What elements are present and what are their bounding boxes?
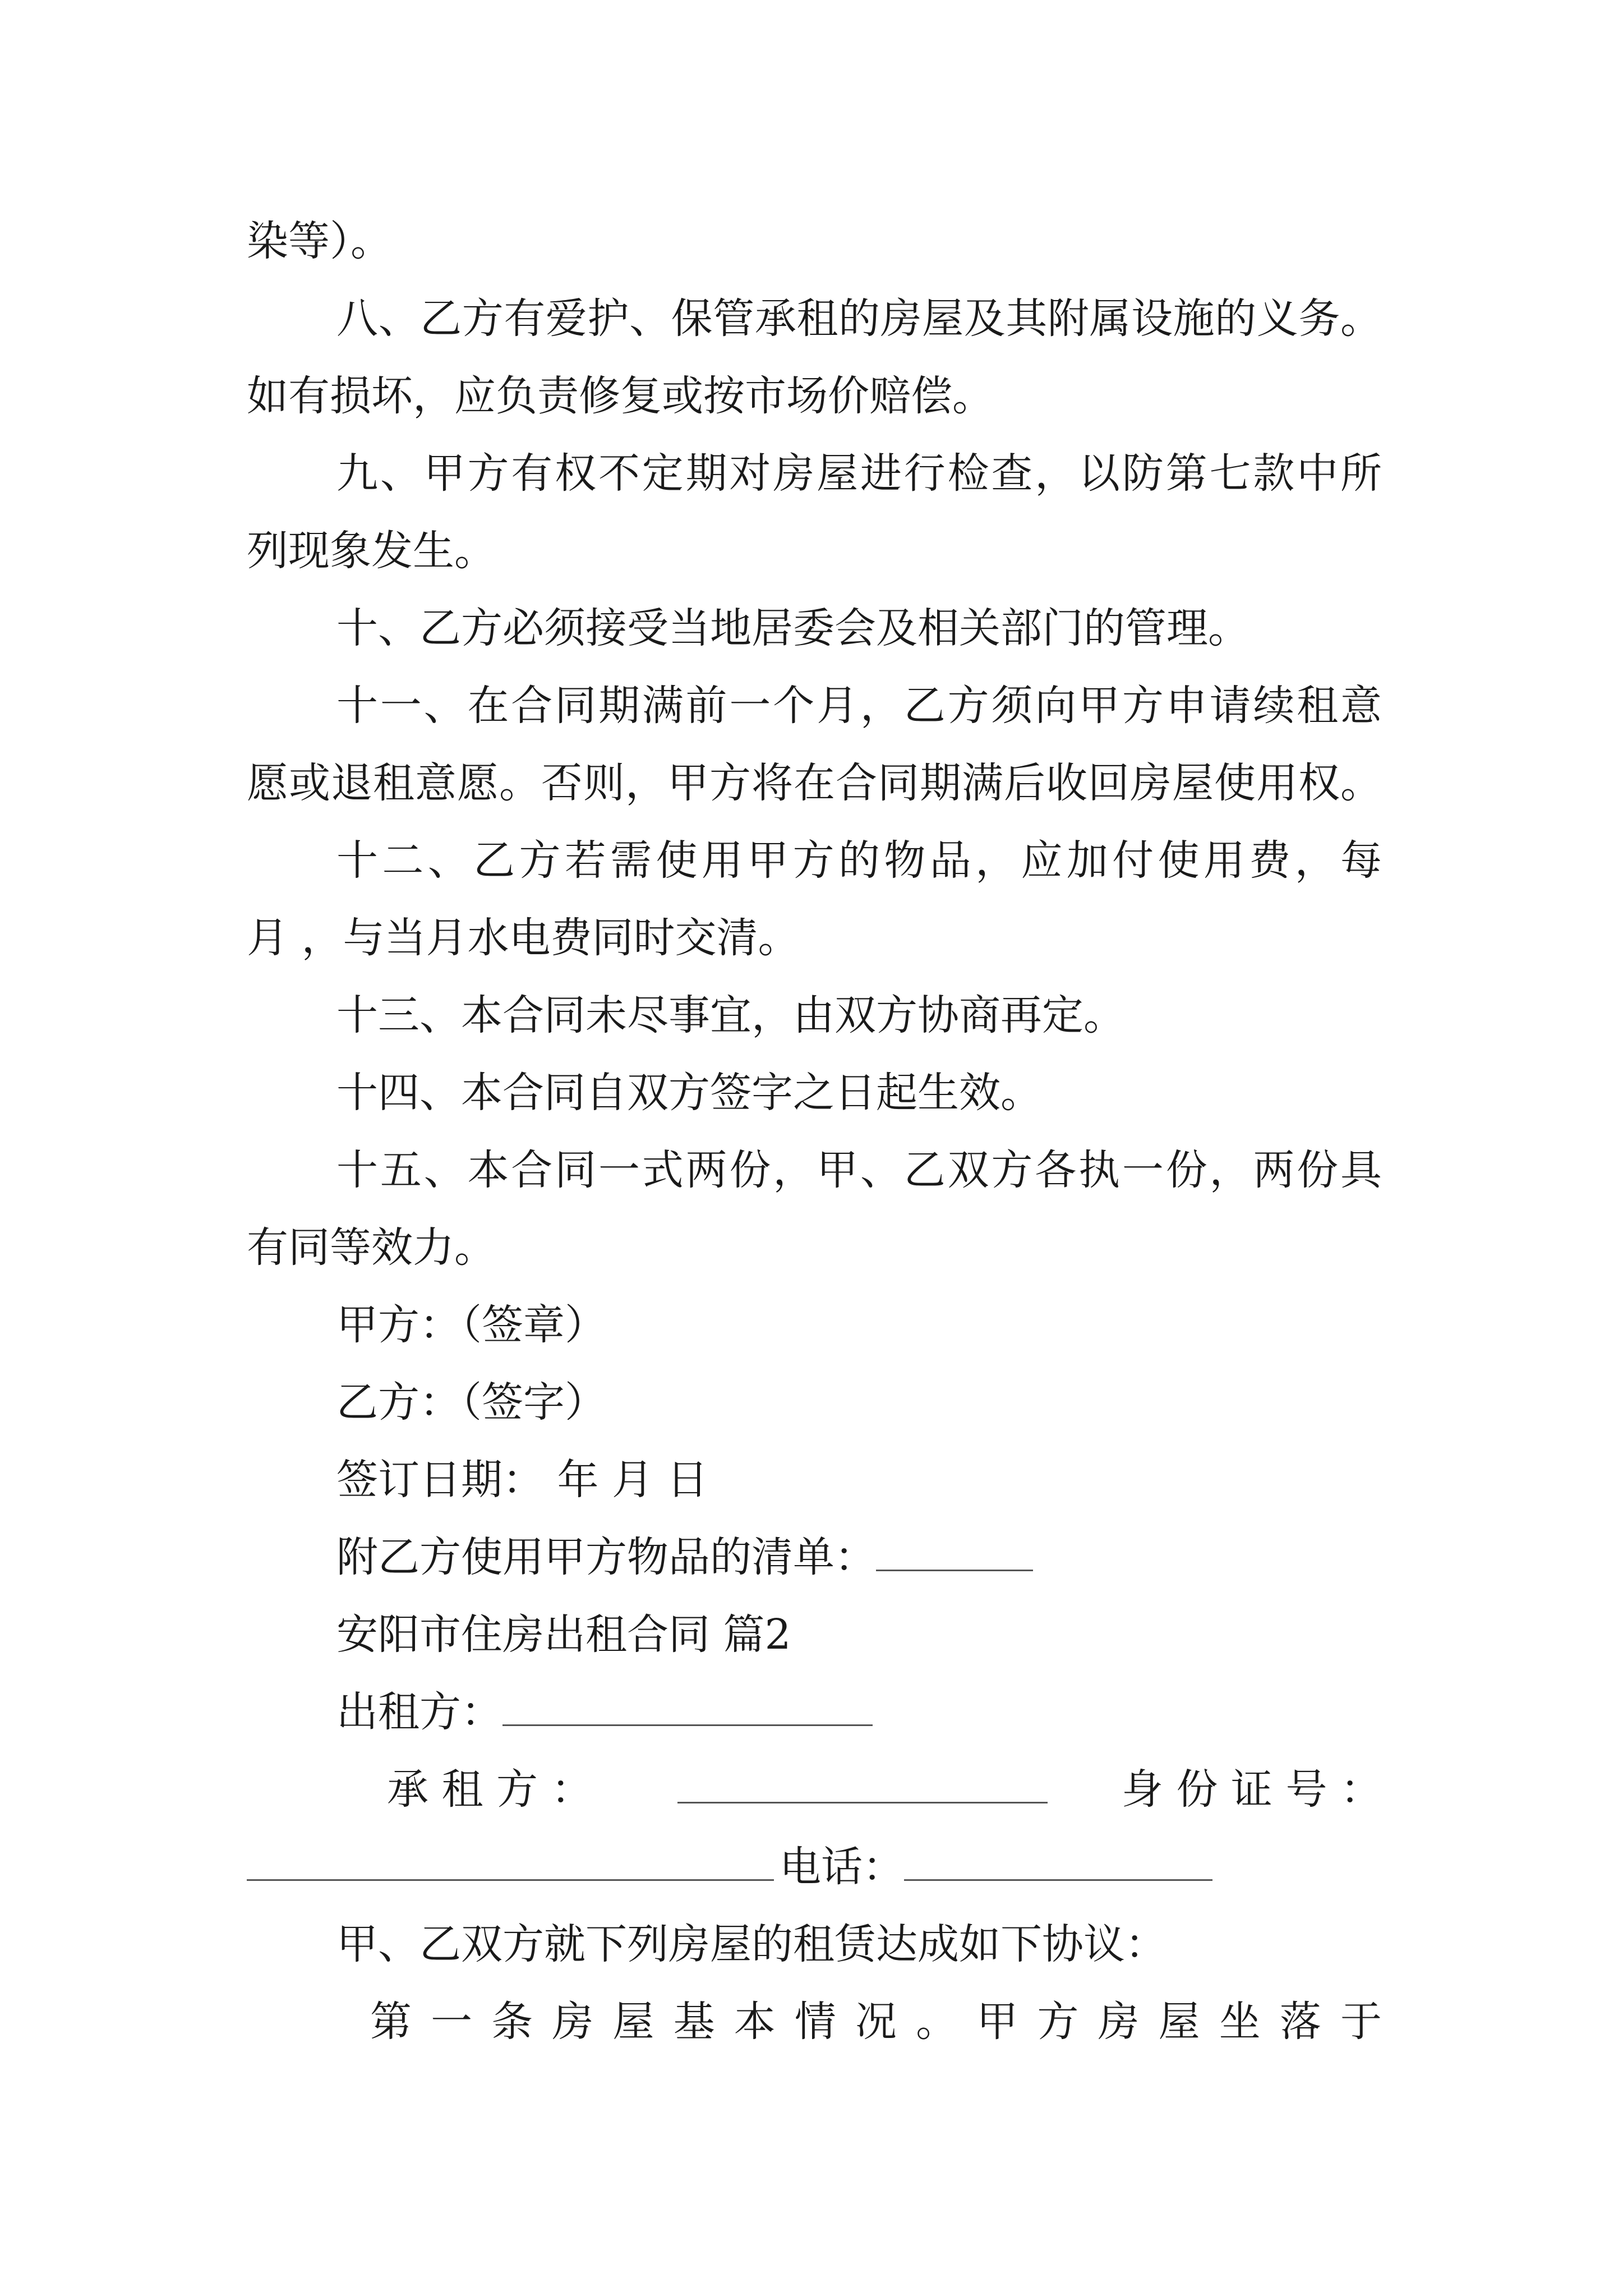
lessor-blank[interactable] [502, 1685, 873, 1726]
item-list-line [336, 1529, 1382, 1585]
lessee-label: 承 租 方 ： [387, 1765, 593, 1814]
id-phone-line [247, 1839, 1382, 1895]
id-number-label: 身 份 证 号 ： [1121, 1765, 1382, 1814]
clause-9-line-1: 九、甲方有权不定期对房屋进行检查，以防第七款中所 [336, 449, 1382, 498]
clause-9-line-2: 列现象发生。 [247, 527, 496, 575]
agreement-intro: 甲、乙双方就下列房屋的租赁达成如下协议： [336, 1920, 1166, 1968]
paragraph-line: 染等）。 [247, 217, 392, 265]
clause-12-line-2: 月 ，与当月水电费同时交清。 [247, 914, 800, 962]
lessor-line [336, 1684, 1382, 1740]
id-number-blank[interactable] [247, 1840, 774, 1881]
section-heading: 安阳市住房出租合同 篇2 [336, 1611, 791, 1659]
phone-blank[interactable] [904, 1840, 1212, 1881]
clause-15-line-1: 十五、本合同一式两份，甲、乙双方各执一份，两份具 [336, 1146, 1382, 1194]
clause-8-line-1: 八、乙方有爱护、保管承租的房屋及其附属设施的义务。 [336, 295, 1382, 343]
lessee-blank[interactable] [677, 1763, 1048, 1803]
phone-label: 电话： [780, 1843, 904, 1891]
clause-11-line-1: 十一、在合同期满前一个月，乙方须向甲方申请续租意 [336, 682, 1382, 730]
item-list-label: 附乙方使用甲方物品的清单： [336, 1533, 876, 1581]
lessee-line [387, 1761, 1382, 1818]
article-1-line: 第一条房屋基本情况。甲方房屋坐落于 [370, 1998, 1382, 2046]
clause-14: 十四、本合同自双方签字之日起生效。 [336, 1069, 1042, 1117]
party-a-signature: 甲方：（签章） [336, 1301, 606, 1349]
party-b-signature: 乙方：（签字） [336, 1378, 606, 1427]
clause-11-line-2: 愿或退租意愿。否则，甲方将在合同期满后收回房屋使用权。 [247, 759, 1382, 807]
lessor-label: 出租方： [336, 1688, 502, 1736]
signing-date: 签订日期： 年 月 日 [336, 1456, 708, 1504]
clause-8-line-2: 如有损坏，应负责修复或按市场价赔偿。 [247, 372, 994, 420]
clause-15-line-2: 有同等效力。 [247, 1223, 496, 1272]
clause-12-line-1: 十二、乙方若需使用甲方的物品，应加付使用费，每 [336, 836, 1382, 885]
item-list-blank[interactable] [876, 1530, 1033, 1571]
clause-10: 十、乙方必须接受当地居委会及相关部门的管理。 [336, 604, 1249, 652]
clause-13: 十三、本合同未尽事宜，由双方协商再定。 [336, 991, 1125, 1039]
